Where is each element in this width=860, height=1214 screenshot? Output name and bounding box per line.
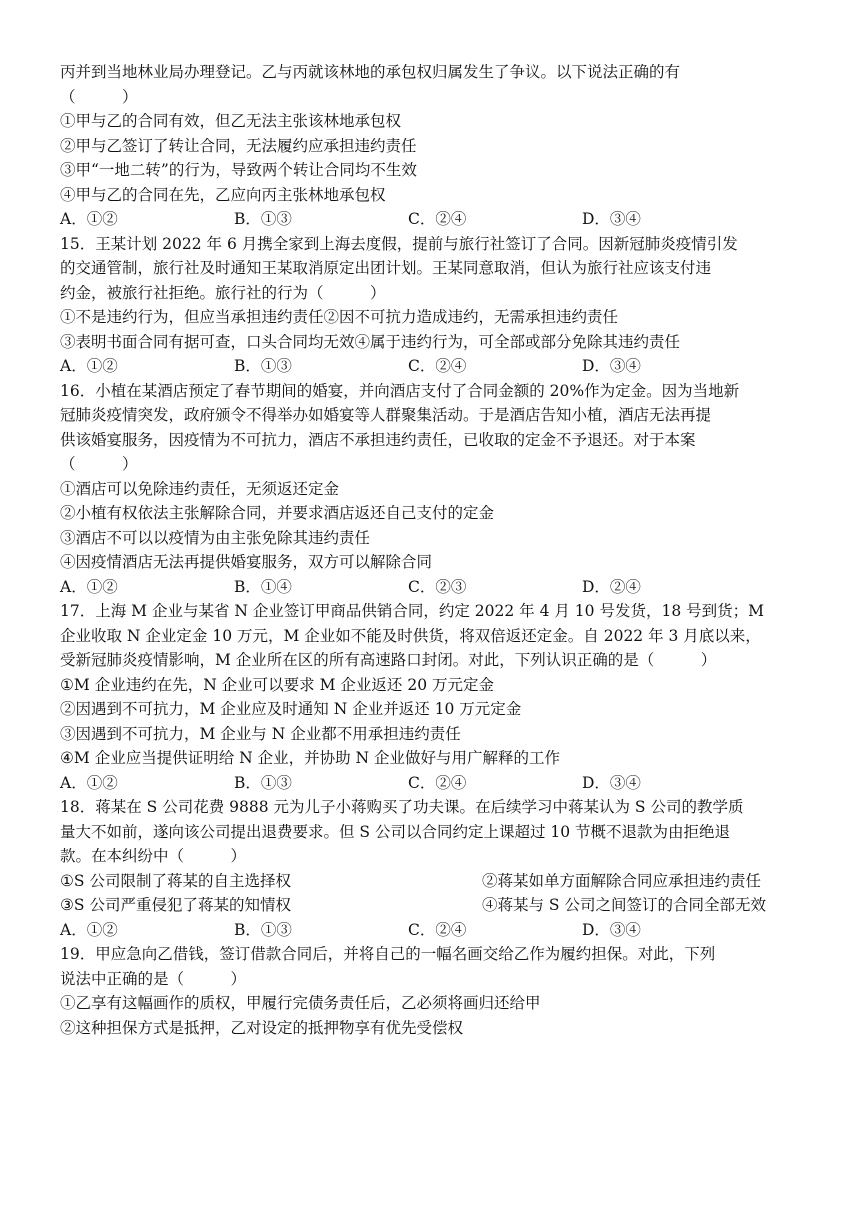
option-item: ③表明书面合同有据可查，口头合同均无效④属于违约行为，可全部或部分免除其违约责任: [60, 332, 681, 351]
choice-d: D．②④: [582, 577, 641, 596]
choice-row: [60, 918, 806, 943]
option-item: ①甲与乙的合同有效，但乙无法主张该林地承包权: [60, 112, 402, 130]
option-item: ①酒店可以免除违约责任，无须返还定金: [60, 479, 340, 498]
question-text: 15．王某计划 2022 年 6 月携全家到上海去度假，提前与旅行社签订了合同。因新冠肺炎疫情引发: [60, 234, 738, 253]
option-item: ②这种担保方式是抵押，乙对设定的抵押物享有优先受偿权: [60, 1018, 464, 1037]
option-row: [60, 893, 806, 918]
question-text: 供该婚宴服务，因疫情为不可抗力，酒店不承担违约责任，已收取的定金不予退还。对于本案: [60, 430, 696, 449]
choice-a: A．①②: [60, 577, 118, 596]
question-text: 款。在本纠纷中（ ）: [60, 847, 247, 865]
option-item: ①不是违约行为，但应当承担违约责任②因不可抗力造成违约，无需承担违约责任: [60, 308, 619, 326]
option-item: ④因疫情酒店无法再提供婚宴服务，双方可以解除合同: [60, 553, 433, 571]
choice-c: C．②④: [408, 920, 467, 939]
choice-a: A．①②: [60, 210, 118, 228]
option-item: ④甲与乙的合同在先，乙应向丙主张林地承包权: [60, 185, 386, 204]
choice-a: A．①②: [60, 773, 118, 792]
question-14: [60, 60, 806, 232]
choice-b: B．①④: [234, 577, 292, 596]
question-17: [60, 599, 806, 795]
option-item: ②因遇到不可抗力，M 企业应及时通知 N 企业并返还 10 万元定金: [60, 700, 522, 718]
option-item: ④M 企业应当提供证明给 N 企业，并协助 N 企业做好与用广解释的工作: [60, 749, 561, 767]
choice-d: D．③④: [582, 920, 641, 939]
choice-a: A．①②: [60, 357, 118, 375]
question-text: 丙并到当地林业局办理登记。乙与丙就该林地的承包权归属发生了争议。以下说法正确的有: [60, 63, 681, 81]
option-item: ③酒店不可以以疫情为由主张免除其违约责任: [60, 528, 371, 547]
question-text: 19．甲应急向乙借钱，签订借款合同后，并将自己的一幅名画交给乙作为履约担保。对此，下列: [60, 945, 716, 963]
choice-row: [60, 207, 806, 232]
question-text: 18．蒋某在 S 公司花费 9888 元为儿子小蒋购买了功夫课。在后续学习中蒋某认为 S 公司的教学质: [60, 798, 744, 816]
question-text: 量大不如前，遂向该公司提出退费要求。但 S 公司以合同约定上课超过 10 节概不退款为由拒绝退: [60, 822, 731, 841]
choice-b: B．①③: [234, 773, 292, 792]
choice-row: [60, 771, 806, 796]
question-text: 约金，被旅行社拒绝。旅行社的行为（ ）: [60, 283, 386, 302]
choice-a: A．①②: [60, 920, 118, 939]
answer-bracket: （ ）: [60, 87, 138, 106]
choice-c: C．②④: [408, 210, 467, 228]
question-text: 17．上海 M 企业与某省 N 企业签订甲商品供销合同，约定 2022 年 4 月 10 号发货，18 号到货；M: [60, 602, 764, 620]
option-item: ②蒋某如单方面解除合同应承担违约责任: [482, 871, 762, 890]
question-text: 说法中正确的是（ ）: [60, 969, 247, 988]
option-item: ③因遇到不可抗力，M 企业与 N 企业都不用承担违约责任: [60, 724, 461, 743]
choice-b: B．①③: [234, 357, 292, 375]
option-item: ②甲与乙签订了转让合同，无法履约应承担违约责任: [60, 136, 417, 155]
question-18: [60, 795, 806, 942]
option-item: ②小植有权依法主张解除合同，并要求酒店返还自己支付的定金: [60, 504, 495, 522]
choice-b: B．①③: [234, 210, 292, 228]
choice-c: C．②④: [408, 357, 467, 375]
option-item: ①S 公司限制了蒋某的自主选择权: [60, 871, 291, 890]
option-item: ③甲“一地二转”的行为，导致两个转让合同均不生效: [60, 161, 417, 179]
question-19: [60, 942, 806, 1040]
choice-d: D．③④: [582, 210, 641, 228]
question-text: 企业收取 N 企业定金 10 万元，M 企业如不能及时供货，将双倍返还定金。自 2022 年 3 月底以来，: [60, 626, 761, 645]
choice-c: C．②③: [408, 577, 467, 596]
option-row: [60, 869, 806, 894]
question-text: 的交通管制，旅行社及时通知王某取消原定出团计划。王某同意取消，但认为旅行社应该支付违: [60, 259, 712, 277]
question-15: [60, 232, 806, 379]
choice-row: [60, 575, 806, 600]
option-item: ④蒋某与 S 公司之间签订的合同全部无效: [482, 896, 766, 914]
answer-bracket: （ ）: [60, 455, 138, 473]
question-text: 受新冠肺炎疫情影响，M 企业所在区的所有高速路口封闭。对此，下列认识正确的是（ ）: [60, 651, 717, 669]
question-16: [60, 379, 806, 600]
question-text: 16．小植在某酒店预定了春节期间的婚宴，并向酒店支付了合同金额的 20%作为定金。因为当地新: [60, 381, 740, 400]
choice-b: B．①③: [234, 920, 292, 939]
exam-page: [60, 60, 806, 1040]
choice-d: D．③④: [582, 357, 641, 375]
choice-row: [60, 354, 806, 379]
option-item: ①乙享有这幅画作的质权，甲履行完债务责任后，乙必须将画归还给甲: [60, 994, 541, 1012]
option-item: ①M 企业违约在先，N 企业可以要求 M 企业返还 20 万元定金: [60, 675, 494, 694]
option-item: ③S 公司严重侵犯了蒋某的知情权: [60, 896, 291, 914]
choice-c: C．②④: [408, 773, 467, 792]
question-text: 冠肺炎疫情突发，政府颁令不得举办如婚宴等人群聚集活动。于是酒店告知小植，酒店无法再提: [60, 406, 712, 424]
choice-d: D．③④: [582, 773, 641, 792]
